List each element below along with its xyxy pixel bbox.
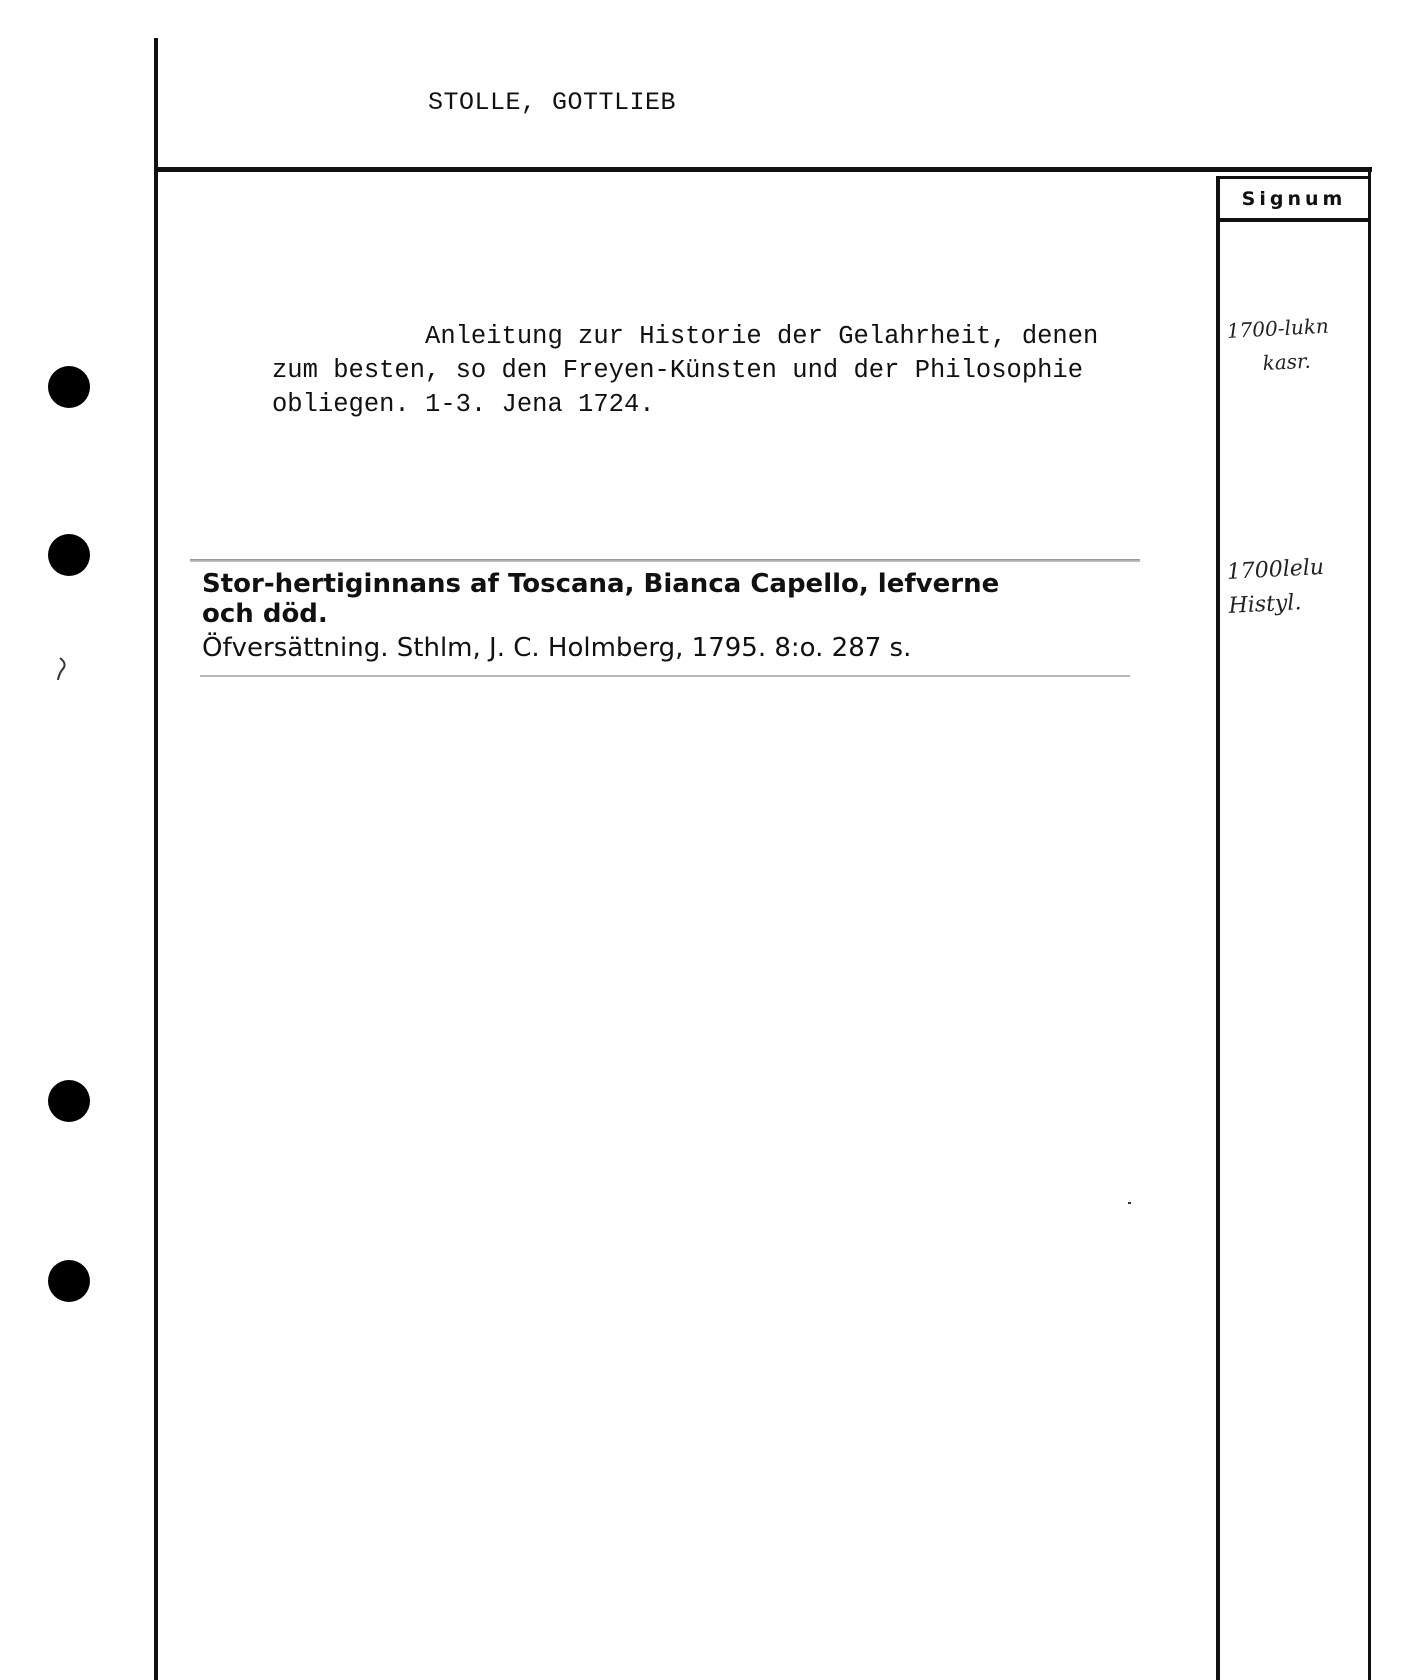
slip-top-edge	[190, 559, 1140, 562]
signum-note-line: kasr.	[1261, 348, 1312, 376]
stray-pencil-mark	[56, 656, 70, 682]
slip-title	[202, 569, 1082, 629]
entry-line: Anleitung zur Historie der Gelahrheit, denen	[272, 322, 1099, 351]
header-rule	[154, 167, 1372, 172]
punch-hole	[48, 366, 90, 408]
signum-header-bottom-rule	[1216, 218, 1371, 222]
ink-speck	[1128, 1202, 1131, 1204]
punch-hole	[48, 534, 90, 576]
signum-column-header: Signum	[1241, 188, 1347, 210]
slip-bottom-edge	[200, 675, 1130, 677]
entry-line: zum besten, so den Freyen-Künsten und der Philosophie	[272, 356, 1084, 385]
author-heading: STOLLE, GOTTLIEB	[428, 88, 677, 117]
punch-hole	[48, 1080, 90, 1122]
signum-header-top-rule	[1216, 176, 1371, 179]
signum-note-line: Histyl.	[1227, 590, 1303, 619]
entry-line: obliegen. 1-3. Jena 1724.	[272, 390, 655, 419]
pasted-slip	[190, 559, 1140, 677]
slip-title-line: och död.	[202, 599, 328, 629]
signum-note-line: 1700lelu	[1226, 554, 1325, 585]
signum-column-left-rule	[1216, 176, 1220, 1680]
signum-handwritten-note	[1226, 307, 1369, 382]
punch-hole	[48, 1260, 90, 1302]
typed-entry	[272, 320, 1212, 422]
signum-note-line: 1700-lukn	[1226, 313, 1330, 343]
slip-imprint: Öfversättning. Sthlm, J. C. Holmberg, 1795. 8:o. 287 s.	[202, 633, 912, 663]
left-margin-rule	[154, 38, 158, 1680]
signum-column-right-rule	[1368, 172, 1371, 1680]
slip-title-line: Stor-hertiginnans af Toscana, Bianca Capello, lefverne	[202, 569, 1000, 599]
signum-handwritten-note	[1226, 549, 1369, 624]
